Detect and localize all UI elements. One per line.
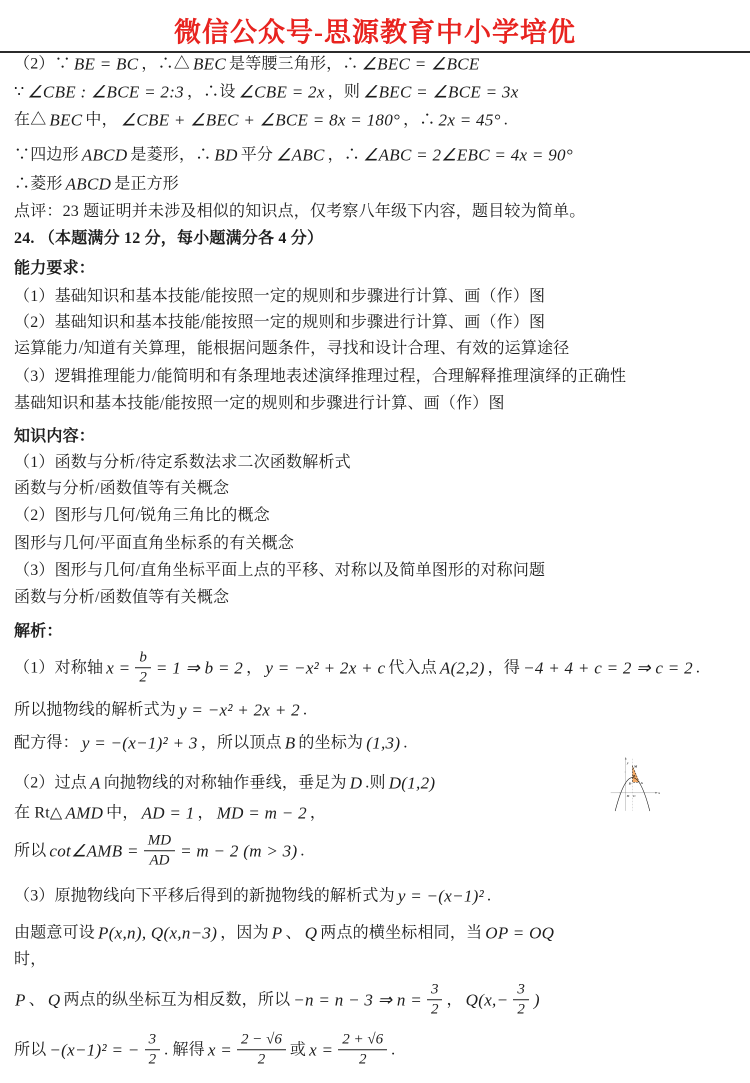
y-axis-label: y bbox=[626, 761, 629, 766]
origin-label: O bbox=[626, 793, 630, 798]
text-run: . bbox=[487, 887, 492, 904]
text-run: 能力要求： bbox=[14, 260, 96, 277]
text-line-9 bbox=[13, 287, 546, 307]
text-run: 平分 bbox=[240, 146, 274, 163]
text-run: . 解得 bbox=[164, 1041, 205, 1058]
text-run: 时， bbox=[14, 951, 47, 968]
math-run: ∠BEC = ∠BCE = 3x bbox=[363, 82, 519, 102]
fraction: $\frac{MD}{AD}$ bbox=[144, 832, 175, 870]
math-run: x = bbox=[309, 1040, 334, 1060]
text-run: 在 Rt△ bbox=[14, 804, 63, 821]
math-run: y = −x² + 2x + c bbox=[265, 658, 386, 678]
text-line-20 bbox=[13, 588, 230, 608]
math-run: ∠CBE : ∠BCE = 2:3 bbox=[27, 82, 184, 102]
text-run: 两点的纵坐标互为相反数，所以 bbox=[63, 991, 291, 1008]
text-line-28 bbox=[13, 885, 492, 906]
math-run: A bbox=[90, 773, 101, 793]
fraction: $\frac{2 + √6}{2}$ bbox=[338, 1031, 387, 1069]
text-line-6 bbox=[13, 202, 586, 222]
point-label-d: D bbox=[628, 781, 632, 786]
text-run: 代入点 bbox=[388, 659, 437, 676]
math-run: −(x−1)² = − bbox=[49, 1040, 140, 1060]
text-run: 的坐标为 bbox=[298, 734, 364, 751]
text-line-1 bbox=[13, 53, 482, 74]
math-run: BEC bbox=[193, 54, 227, 74]
text-line-22 bbox=[13, 649, 701, 687]
text-run: 中， bbox=[106, 804, 139, 821]
math-run: BE = BC bbox=[73, 54, 139, 74]
math-run: = m − 2 (m > 3) bbox=[180, 841, 298, 861]
text-run: ，∴△ bbox=[141, 55, 190, 72]
text-run: ∴菱形 bbox=[14, 175, 63, 192]
text-line-17 bbox=[13, 506, 271, 526]
text-line-24 bbox=[13, 732, 409, 753]
fraction: $\frac{2 - √6}{2}$ bbox=[237, 1031, 286, 1069]
text-line-31 bbox=[13, 981, 542, 1019]
text-run: 24. （本题满分 12 分，每小题满分各 4 分） bbox=[14, 230, 324, 247]
text-run: 在△ bbox=[14, 111, 47, 128]
math-run: ∠CBE = 2x bbox=[238, 82, 325, 102]
point-label-m: M bbox=[633, 764, 638, 769]
math-run: y = −x² + 2x + 2 bbox=[179, 700, 300, 720]
text-run: 配方得： bbox=[14, 734, 79, 751]
text-run: 两点的横坐标相同，当 bbox=[320, 924, 483, 941]
text-line-27 bbox=[13, 832, 306, 870]
y-axis-arrow-icon bbox=[625, 757, 627, 760]
fraction: $\frac{b}{2}$ bbox=[135, 649, 151, 687]
text-run: . bbox=[403, 734, 408, 751]
math-run: y = −(x−1)² + 3 bbox=[81, 733, 198, 753]
text-run: ∵四边形 bbox=[14, 146, 79, 163]
text-run: ，得 bbox=[487, 659, 521, 676]
text-run: （1）函数与分析/待定系数法求二次函数解析式 bbox=[14, 454, 351, 471]
text-line-7 bbox=[13, 229, 324, 249]
text-run: . bbox=[300, 842, 305, 859]
math-run: y = −(x−1)² bbox=[397, 886, 485, 906]
math-run: P bbox=[15, 990, 26, 1010]
text-line-11 bbox=[13, 339, 570, 359]
text-run: 、 bbox=[285, 924, 302, 941]
math-run: cot∠AMB = bbox=[49, 841, 139, 861]
text-run: （2）过点 bbox=[14, 774, 88, 791]
math-run: P(x,n), Q(x,n−3) bbox=[98, 923, 218, 943]
text-run: ， bbox=[446, 991, 463, 1008]
x-axis-arrow-icon bbox=[655, 791, 661, 796]
text-line-13 bbox=[13, 394, 506, 414]
text-run: ，所以顶点 bbox=[200, 734, 282, 751]
math-run: Q(x,− bbox=[465, 990, 509, 1010]
math-run: AD = 1 bbox=[141, 803, 195, 823]
text-run: 或 bbox=[289, 1041, 307, 1058]
text-line-18 bbox=[13, 534, 295, 554]
text-run: 解析： bbox=[14, 623, 63, 640]
text-line-5 bbox=[13, 173, 180, 194]
text-run: ， bbox=[197, 804, 214, 821]
text-run: （2）基础知识和基本技能/能按照一定的规则和步骤进行计算、画（作）图 bbox=[14, 314, 546, 331]
math-run: OP = OQ bbox=[485, 923, 555, 943]
text-run: 是等腰三角形，∴ bbox=[229, 55, 359, 72]
text-run: （3）逻辑推理能力/能简明和有条理地表述演绎推理过程，合理解释推理演绎的正确性 bbox=[14, 368, 627, 385]
text-run: . bbox=[503, 111, 508, 128]
text-run: ，∴ bbox=[403, 111, 436, 128]
text-run: （1）基础知识和基本技能/能按照一定的规则和步骤进行计算、画（作）图 bbox=[14, 288, 546, 305]
text-run: .则 bbox=[365, 774, 386, 791]
text-run: 向抛物线的对称轴作垂线，垂足为 bbox=[103, 774, 347, 791]
text-run: 知识内容： bbox=[14, 428, 96, 445]
text-line-14 bbox=[13, 427, 96, 447]
text-line-32 bbox=[13, 1031, 396, 1069]
page-title: 微信公众号-思源教育中小学培优 bbox=[174, 17, 576, 48]
math-run: ∠ABC bbox=[276, 145, 325, 165]
text-run: 是菱形，∴ bbox=[130, 146, 212, 163]
text-run: ，∴设 bbox=[186, 83, 236, 100]
text-line-16 bbox=[13, 479, 230, 499]
math-run: P bbox=[271, 923, 283, 943]
math-run: ∠BEC = ∠BCE bbox=[361, 54, 480, 74]
text-line-4 bbox=[13, 144, 575, 165]
math-run: ABCD bbox=[65, 174, 112, 194]
text-run: ，因为 bbox=[220, 924, 269, 941]
text-line-3 bbox=[13, 109, 509, 130]
math-run: (1,3) bbox=[366, 733, 401, 753]
text-line-29 bbox=[13, 922, 556, 943]
text-run: ∵ bbox=[14, 83, 25, 100]
text-run: ，则 bbox=[327, 83, 361, 100]
text-run: （2）∵ bbox=[14, 55, 71, 72]
math-run: AMD bbox=[65, 803, 104, 823]
fraction: $\frac{3}{2}$ bbox=[427, 981, 443, 1019]
math-run: MD = m − 2 bbox=[216, 803, 307, 823]
fraction: $\frac{3}{2}$ bbox=[145, 1031, 161, 1069]
text-run: （3）图形与几何/直角坐标平面上点的平移、对称以及简单图形的对称问题 bbox=[14, 562, 546, 579]
math-run: BEC bbox=[49, 110, 83, 130]
math-run: −4 + 4 + c = 2 ⇒ c = 2 bbox=[523, 658, 693, 678]
parabola-figure bbox=[527, 755, 749, 1007]
math-run: BD bbox=[214, 145, 238, 165]
math-run: ∠ABC = 2∠EBC = 4x = 90° bbox=[363, 145, 573, 165]
text-run: 中， bbox=[85, 111, 118, 128]
text-run: 基础知识和基本技能/能按照一定的规则和步骤进行计算、画（作）图 bbox=[14, 395, 505, 412]
text-run: ，∴ bbox=[327, 146, 361, 163]
x-axis-label: x bbox=[658, 791, 661, 796]
text-run: 由题意可设 bbox=[14, 924, 96, 941]
text-line-23 bbox=[13, 699, 308, 720]
text-run: ， bbox=[309, 804, 327, 821]
text-run: 点评：23 题证明并未涉及相似的知识点，仅考察八年级下内容，题目较为简单。 bbox=[14, 203, 586, 220]
text-line-30 bbox=[13, 950, 47, 970]
math-run: −n = n − 3 ⇒ n = bbox=[293, 990, 422, 1010]
text-run: （2）图形与几何/锐角三角比的概念 bbox=[14, 507, 270, 524]
math-run: ) bbox=[533, 990, 540, 1010]
math-run: D bbox=[349, 773, 363, 793]
point-label-a: A bbox=[640, 780, 643, 785]
text-line-10 bbox=[13, 313, 546, 333]
text-run: 、 bbox=[28, 991, 45, 1008]
text-run: 所以 bbox=[14, 1041, 47, 1058]
text-line-26 bbox=[13, 802, 327, 823]
math-run: x = bbox=[106, 658, 131, 678]
text-run: . bbox=[695, 659, 701, 676]
point-label-b: B bbox=[632, 773, 636, 778]
math-run: x = bbox=[207, 1040, 233, 1060]
text-line-8 bbox=[13, 259, 96, 279]
math-run: = 1 ⇒ b = 2 bbox=[155, 658, 244, 678]
text-run: 所以抛物线的解析式为 bbox=[14, 701, 177, 718]
math-run: A(2,2) bbox=[439, 658, 485, 678]
math-run: ∠CBE + ∠BEC + ∠BCE = 8x = 180° bbox=[120, 110, 401, 130]
text-run: . bbox=[391, 1041, 396, 1058]
text-run: 函数与分析/函数值等有关概念 bbox=[14, 589, 230, 606]
math-run: ABCD bbox=[81, 145, 128, 165]
text-run: 是正方形 bbox=[114, 175, 180, 192]
text-line-15 bbox=[13, 453, 352, 473]
text-run: ， bbox=[246, 659, 263, 676]
text-run: （1）对称轴 bbox=[14, 659, 104, 676]
math-run: Q bbox=[47, 990, 61, 1010]
text-line-12 bbox=[13, 367, 627, 387]
text-line-25 bbox=[13, 772, 437, 793]
math-run: 2x = 45° bbox=[438, 110, 501, 130]
point-label-c: C bbox=[633, 793, 636, 798]
math-run: Q bbox=[304, 923, 318, 943]
text-run: . bbox=[302, 701, 308, 718]
text-run: 运算能力/知道有关算理，能根据问题条件，寻找和设计合理、有效的运算途径 bbox=[14, 340, 570, 357]
text-line-21 bbox=[13, 622, 64, 642]
text-run: 所以 bbox=[14, 842, 47, 859]
text-line-19 bbox=[13, 561, 546, 581]
text-run: 函数与分析/函数值等有关概念 bbox=[14, 480, 230, 497]
text-run: （3）原抛物线向下平移后得到的新抛物线的解析式为 bbox=[14, 887, 395, 904]
text-line-2 bbox=[13, 81, 521, 102]
text-run: 图形与几何/平面直角坐标系的有关概念 bbox=[14, 535, 295, 552]
math-run: B bbox=[284, 733, 296, 753]
fraction: $\frac{3}{2}$ bbox=[513, 981, 529, 1019]
math-run: D(1,2) bbox=[388, 773, 436, 793]
